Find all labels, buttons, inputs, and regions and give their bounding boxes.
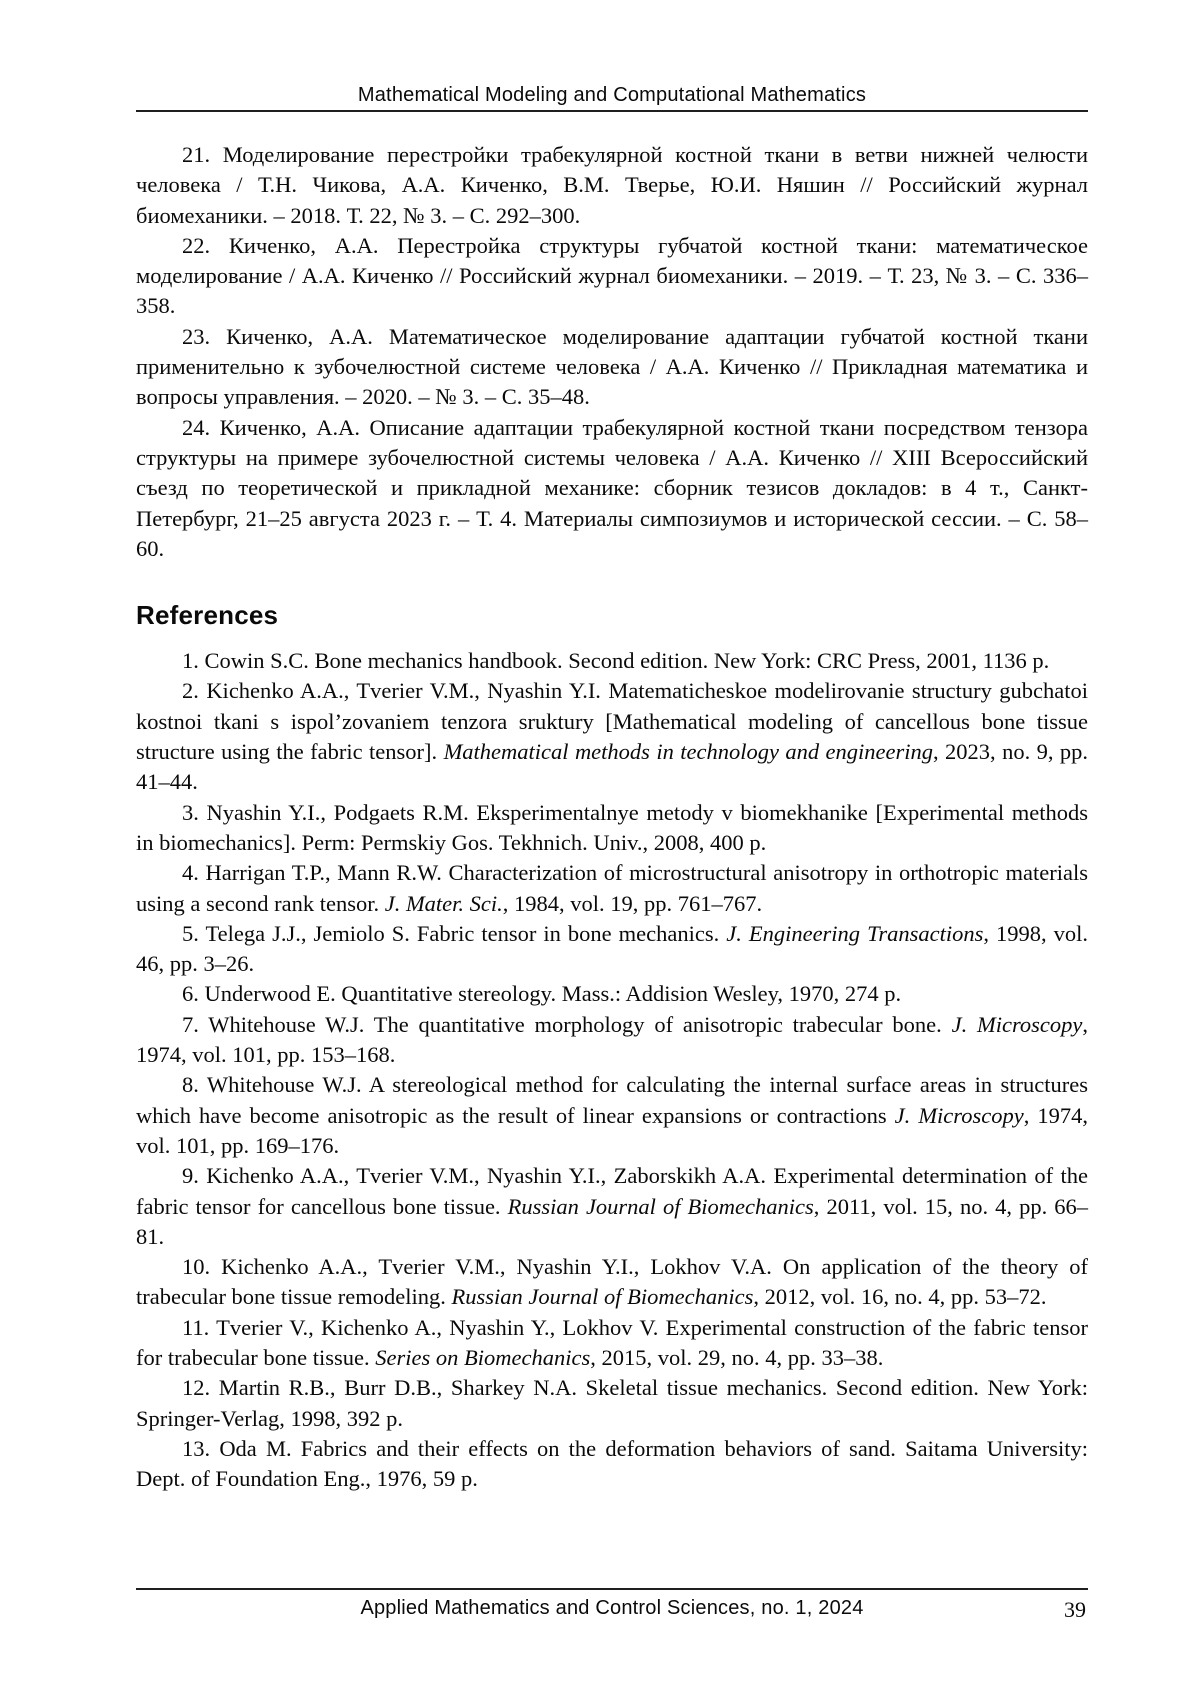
references-heading: References (136, 600, 279, 631)
ref-journal-title: J. Microscopy (951, 1011, 1083, 1037)
ref-text: Whitehouse W.J. The quantitative morphology of anisotropic trabecular bone. (208, 1011, 952, 1037)
ref-text: Kichenko A.A., Tverier V.M., Nyashin Y.I. Matematicheskoe modelirovanie structury gubchatoi kostnoi tkani s ispol’zovaniem tenzora sruktury [Mathematical modeling of cancellous bone tissue structure using the fabric tensor]. (136, 678, 1089, 765)
reference-en-3: 3. Nyashin Y.I., Podgaets R.M. Eksperimentalnye metody v biomekhanike [Experimental methods in biomechanics]. Perm: Permskiy Gos. Tekhnich. Univ., 2008, 400 p. (136, 799, 1089, 855)
ref-journal-title: J. Engineering Transactions (726, 920, 984, 946)
ref-text: , 2023, no. 9, pp. 41–44. (136, 739, 1088, 795)
reference-ru-23: 23. Киченко, А.А. Математическое моделирование адаптации губчатой костной ткани применительно к зубочелюстной системе человека / А.А. Киченко // Прикладная математика и вопросы управления. – 2020. – № 3. – С. 35–48. (136, 323, 1088, 410)
footer-journal-line: Applied Mathematics and Control Sciences, no. 1, 2024 (360, 1597, 864, 1619)
reference-en-11: 11. Tverier V., Kichenko A., Nyashin Y., Lokhov V. Experimental construction of the fabric tensor for trabecular bone tissue. Series on Biomechanics, 2015, vol. 29, no. 4, pp. 33–38. (136, 1314, 1088, 1370)
reference-en-4: 4. Harrigan T.P., Mann R.W. Characterization of microstructural anisotropy in orthotropic materials using a second rank tensor. J. Mater. Sci., 1984, vol. 19, pp. 761–767. (136, 860, 1089, 916)
ref-text: Oda M. Fabrics and their effects on the deformation behaviors of sand. Saitama University: Dept. of Foundation Eng., 1976, 59 p. (136, 1435, 1089, 1492)
ref-journal-title: Russian Journal of Biomechanics (451, 1284, 754, 1310)
reference-ru-24: 24. Киченко, А.А. Описание адаптации трабекулярной костной ткани посредством тензора структуры на примере зубочелюстной системы человека / А.А. Киченко // XIII Всероссийский съезд по теоретической и прикладной механике: сборник тезисов докладов: в 4 т., Санкт-Петербург, 21–25 августа 2023 г. – Т. 4. Материалы симпозиумов и исторической сессии. – С. 58–60. (136, 414, 1088, 561)
page-footer (136, 1588, 1088, 1620)
reference-en-7: 7. Whitehouse W.J. The quantitative morphology of anisotropic trabecular bone. J. Microscopy, 1974, vol. 101, pp. 153–168. (136, 1011, 1089, 1068)
reference-en-6: 6. Underwood E. Quantitative stereology. Mass.: Addision Wesley, 1970, 274 p. (182, 981, 902, 1007)
reference-ru-22: 22. Киченко, А.А. Перестройка структуры губчатой костной ткани: математическое моделирование / А.А. Киченко // Российский журнал биомеханики. – 2019. – Т. 23, № 3. – С. 336–358. (136, 232, 1088, 319)
ref-text: , 1984, vol. 19, pp. 761–767. (502, 890, 763, 916)
ref-text: , 2012, vol. 16, no. 4, pp. 53–72. (753, 1284, 1047, 1310)
ref-journal-title: Russian Journal of Biomechanics (507, 1193, 814, 1219)
ref-journal-title: Mathematical methods in technology and engineering (443, 739, 933, 765)
page-body (136, 109, 1088, 1494)
reference-en-9: 9. Kichenko A.A., Tverier V.M., Nyashin Y.I., Zaborskikh A.A. Experimental determination of the fabric tensor for cancellous bone tissue. Russian Journal of Biomechanics, 2011, vol. 15, no. 4, pp. 66–81. (136, 1163, 1089, 1249)
ref-text: , 2015, vol. 29, no. 4, pp. 33–38. (590, 1344, 884, 1370)
ref-text: , 1974, vol. 101, pp. 153–168. (136, 1011, 1089, 1068)
ref-text: Nyashin Y.I., Podgaets R.M. Eksperimentalnye metody v biomekhanike [Experimental methods in biomechanics]. Perm: Permskiy Gos. Tekhnich. Univ., 2008, 400 p. (136, 799, 1089, 855)
ref-text: , 1998, vol. 46, pp. 3–26. (136, 920, 1088, 977)
reference-en-12: 12. Martin R.B., Burr D.B., Sharkey N.A. Skeletal tissue mechanics. Second edition. New York: Springer-Verlag, 1998, 392 p. (136, 1375, 1089, 1431)
reference-en-10: 10. Kichenko A.A., Tverier V.M., Nyashin Y.I., Lokhov V.A. On application of the theory of trabecular bone tissue remodeling. Russian Journal of Biomechanics, 2012, vol. 16, no. 4, pp. 53–72. (136, 1254, 1088, 1310)
ref-text: Kichenko A.A., Tverier V.M., Nyashin Y.I., Zaborskikh A.A. Experimental determination of the fabric tensor for cancellous bone tissue. (136, 1163, 1088, 1219)
reference-en-1: 1. Cowin S.C. Bone mechanics handbook. Second edition. New York: CRC Press, 2001, 1136 p. (182, 648, 1050, 674)
reference-ru-21: 21. Моделирование перестройки трабекулярной костной ткани в ветви нижней челюсти человека / Т.Н. Чикова, А.А. Киченко, В.М. Тверье, Ю.И. Няшин // Российский журнал биомеханики. – 2018. Т. 22, № 3. – С. 292–300. (136, 142, 1088, 228)
bibliography-ru-list (136, 140, 1088, 564)
ref-text: Underwood E. Quantitative stereology. Mass.: Addision Wesley, 1970, 274 p. (204, 981, 902, 1007)
ref-text: Киченко, А.А. Перестройка структуры губчатой костной ткани: математическое моделирование / А.А. Киченко // Российский журнал биомеханики. – 2019. – Т. 23, № 3. – С. 336–358. (136, 232, 1088, 319)
ref-text: , 2011, vol. 15, no. 4, pp. 66–81. (136, 1193, 1089, 1249)
ref-journal-title: Series on Biomechanics (375, 1344, 591, 1370)
ref-journal-title: J. Microscopy (894, 1102, 1024, 1128)
ref-text: Киченко, А.А. Математическое моделирование адаптации губчатой костной ткани применительно к зубочелюстной системе человека / А.А. Киченко // Прикладная математика и вопросы управления. – 2020. – № 3. – С. 35–48. (136, 323, 1088, 410)
running-header (136, 0, 1088, 112)
ref-journal-title: J. Mater. Sci. (384, 890, 503, 916)
reference-en-13: 13. Oda M. Fabrics and their effects on the deformation behaviors of sand. Saitama University: Dept. of Foundation Eng., 1976, 59 p. (136, 1435, 1089, 1492)
ref-text: Моделирование перестройки трабекулярной костной ткани в ветви нижней челюсти человека / Т.Н. Чикова, А.А. Киченко, В.М. Тверье, Ю.И. Няшин // Российский журнал биомеханики. – 2018. Т. 22, № 3. – С. 292–300. (136, 142, 1088, 228)
ref-text: Telega J.J., Jemiolo S. Fabric tensor in bone mechanics. (205, 920, 727, 946)
ref-text: Whitehouse W.J. A stereological method for calculating the internal surface areas in structures which have become anisotropic as the result of linear expansions or contractions (136, 1072, 1088, 1128)
ref-text: Киченко, А.А. Описание адаптации трабекулярной костной ткани посредством тензора структуры на примере зубочелюстной системы человека / А.А. Киченко // XIII Всероссийский съезд по теоретической и прикладной механике: сборник тезисов докладов: в 4 т., Санкт-Петербург, 21–25 августа 2023 г. – Т. 4. Материалы симпозиумов и исторической сессии. – С. 58–60. (136, 414, 1088, 561)
reference-en-5: 5. Telega J.J., Jemiolo S. Fabric tensor in bone mechanics. J. Engineering Transactions, 1998, vol. 46, pp. 3–26. (136, 920, 1088, 977)
running-title: Mathematical Modeling and Computational Mathematics (357, 84, 867, 106)
ref-text: , 1974, vol. 101, pp. 169–176. (136, 1102, 1088, 1158)
ref-text: Martin R.B., Burr D.B., Sharkey N.A. Skeletal tissue mechanics. Second edition. New York: Springer-Verlag, 1998, 392 p. (136, 1375, 1089, 1431)
ref-text: Cowin S.C. Bone mechanics handbook. Second edition. New York: CRC Press, 2001, 1136 p. (204, 648, 1050, 674)
reference-en-2: 2. Kichenko A.A., Tverier V.M., Nyashin Y.I. Matematicheskoe modelirovanie structury gubchatoi kostnoi tkani s ispol’zovaniem tenzora sruktury [Mathematical modeling of cancellous bone tissue structure using the fabric tensor]. Mathematical methods in technology and engineering, 2023, no. 9, pp. 41–44. (136, 678, 1089, 795)
ref-text: Kichenko A.A., Tverier V.M., Nyashin Y.I., Lokhov V.A. On application of the theory of trabecular bone tissue remodeling. (136, 1254, 1088, 1310)
ref-text: Harrigan T.P., Mann R.W. Characterization of microstructural anisotropy in orthotropic materials using a second rank tensor. (136, 860, 1089, 916)
references-en-list (136, 646, 1088, 1494)
reference-en-8: 8. Whitehouse W.J. A stereological method for calculating the internal surface areas in structures which have become anisotropic as the result of linear expansions or contractions J. Microscopy, 1974, vol. 101, pp. 169–176. (136, 1072, 1088, 1158)
footer-page-number: 39 (1064, 1597, 1086, 1622)
ref-text: Tverier V., Kichenko A., Nyashin Y., Lokhov V. Experimental construction of the fabric tensor for trabecular bone tissue. (136, 1314, 1088, 1370)
